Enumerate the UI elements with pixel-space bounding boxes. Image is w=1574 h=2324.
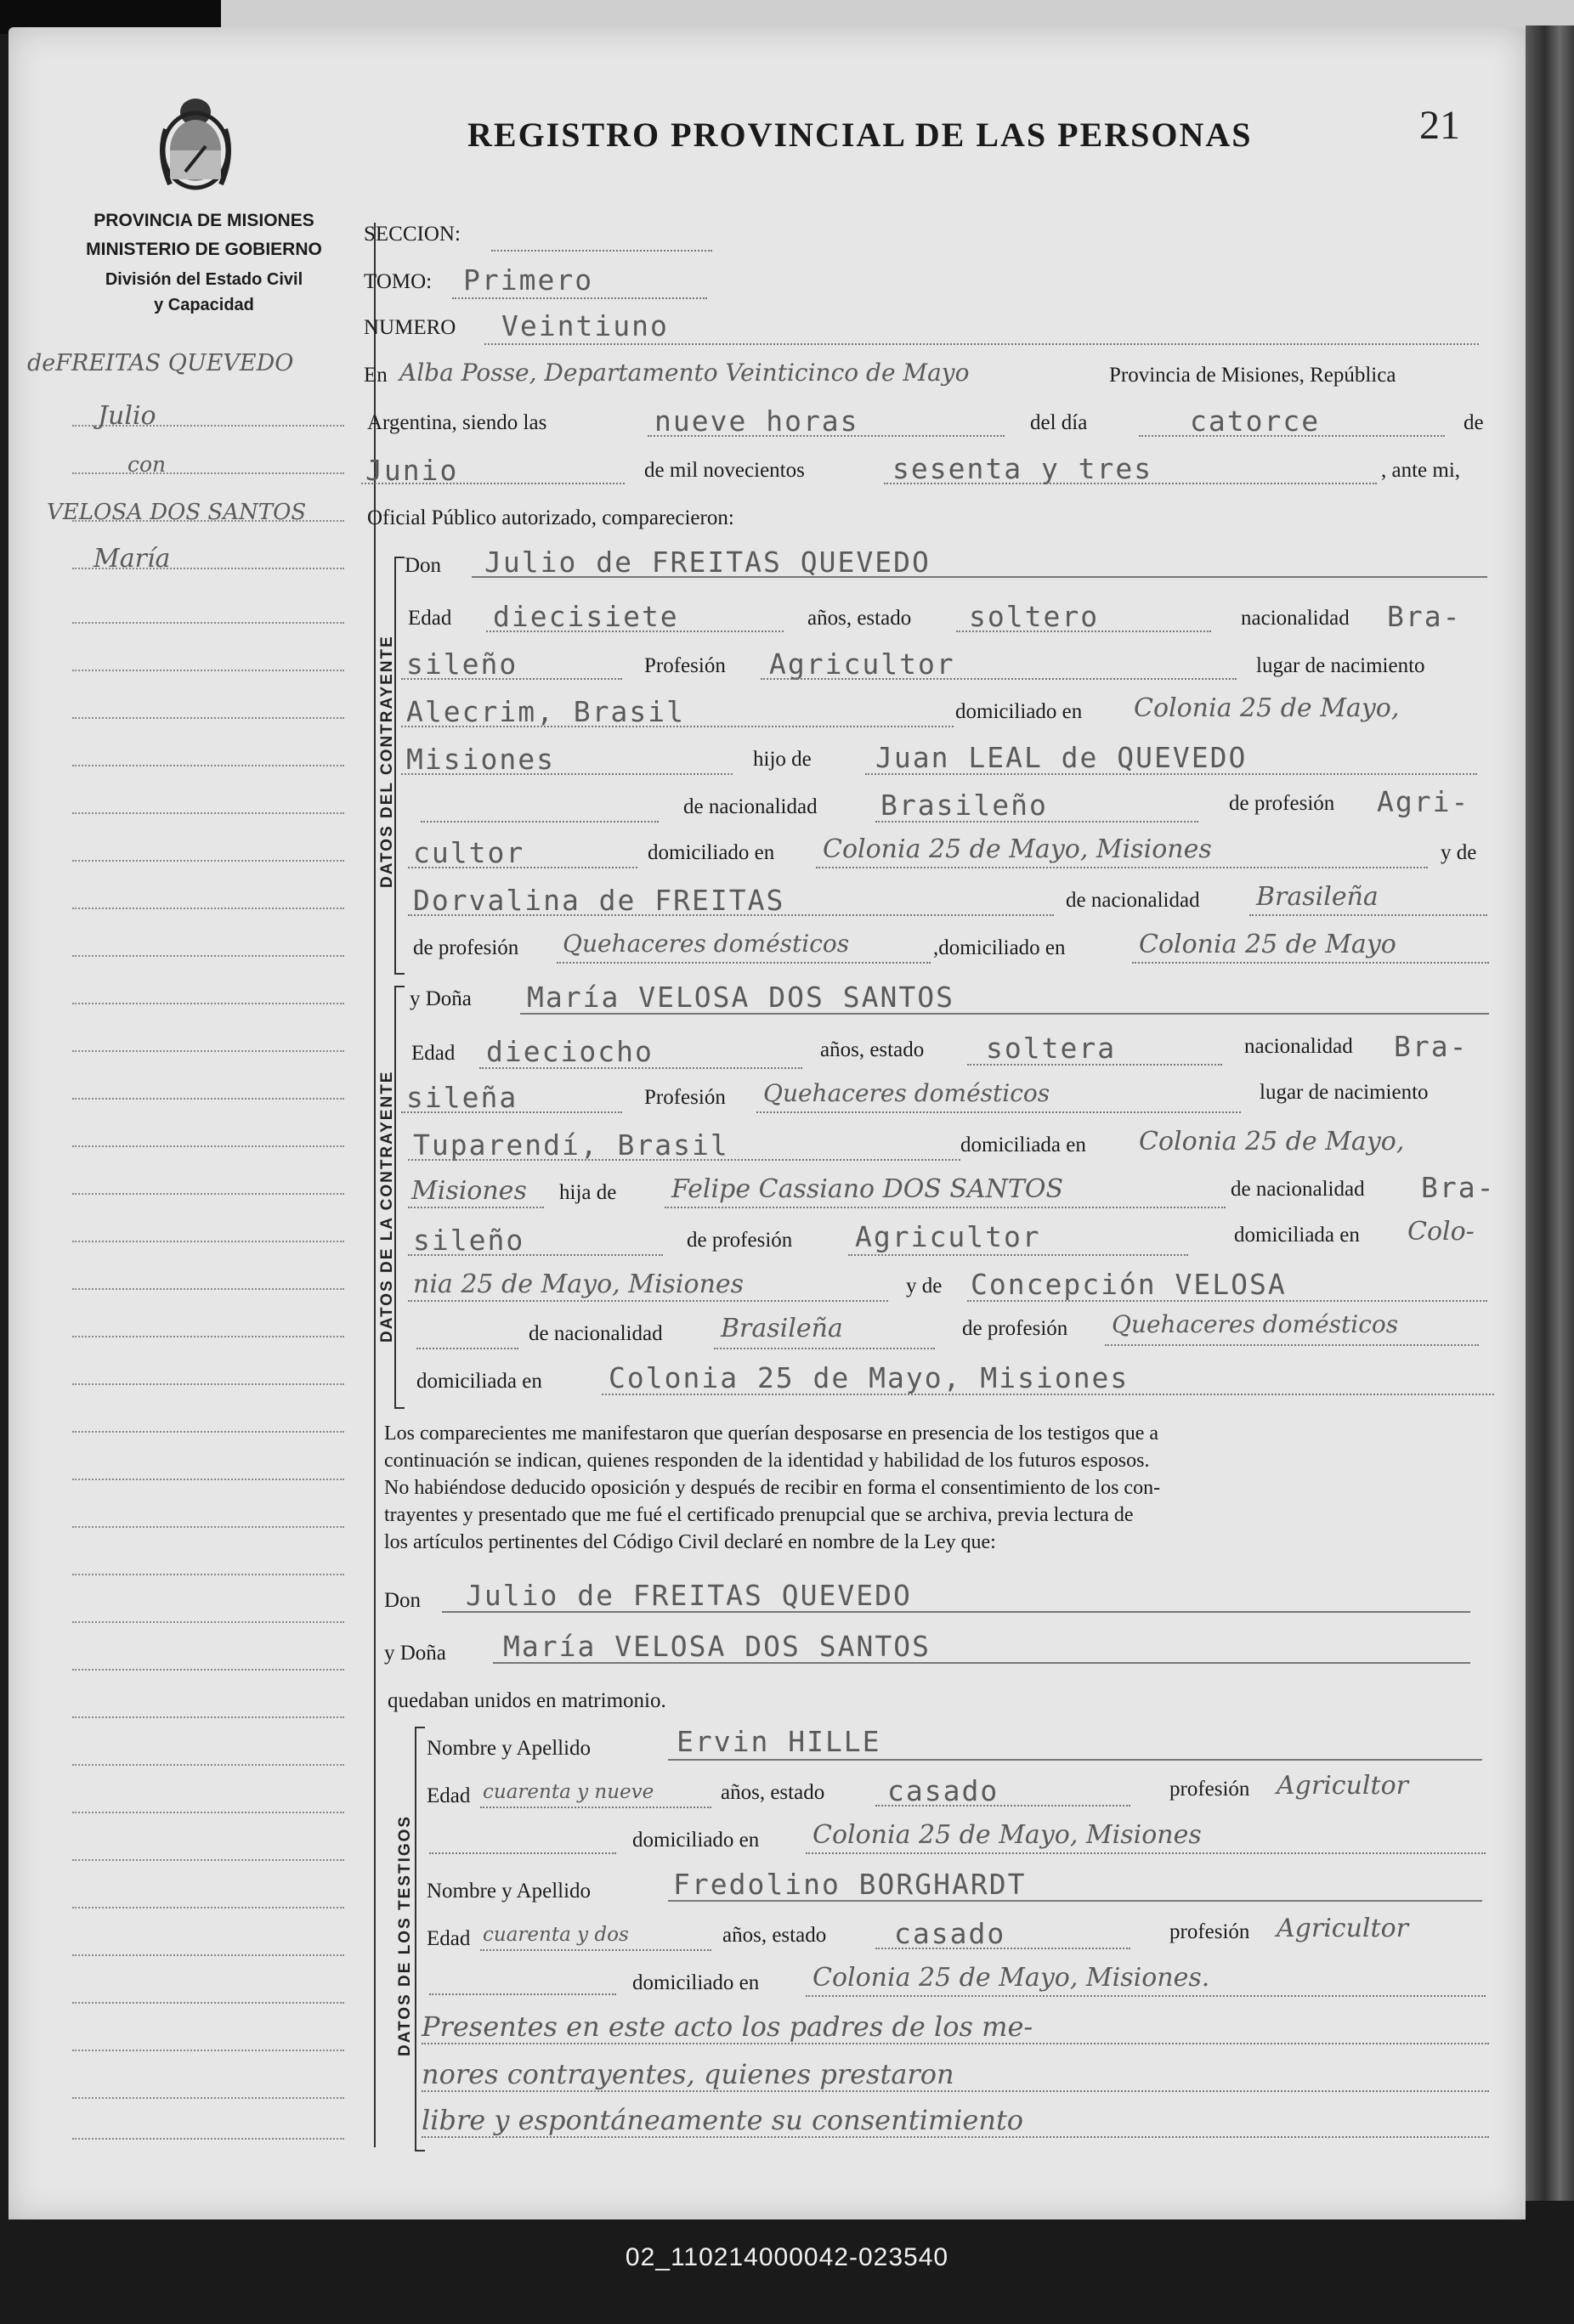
w2-anos-estado-label: años, estado [722, 1924, 827, 1947]
declaration-dona-label: y Doña [384, 1642, 446, 1665]
w1-domiciliado-label: domiciliado en [632, 1829, 760, 1852]
day-value: catorce [1190, 404, 1321, 438]
groom-mother-prof-line [557, 962, 931, 964]
witness1-name: Ervin HILLE [677, 1725, 881, 1758]
margin-ruled-line [72, 1621, 344, 1623]
note-rule [422, 2136, 1489, 2138]
margin-note-line: deFREITAS QUEVEDO [27, 350, 294, 376]
numero-value: Veintiuno [501, 309, 669, 342]
nacionalidad-label-f: nacionalidad [1244, 1035, 1353, 1058]
margin-ruled-line [72, 765, 344, 766]
margin-ruled-line [72, 1526, 344, 1528]
bride-domicile-b: Misiones [411, 1176, 527, 1206]
margin-ruled-line [72, 1954, 344, 1956]
margin-ruled-line [72, 1479, 344, 1480]
bride-father-dom-b: nia 25 de Mayo, Misiones [413, 1269, 745, 1299]
groom-birthplace: Alecrim, Brasil [406, 695, 686, 728]
month-value: Junio [365, 454, 459, 487]
de-nacionalidad-label-f: de nacionalidad [1231, 1178, 1365, 1201]
groom-mother-line [408, 914, 1054, 916]
hour-line [648, 435, 1005, 437]
dona-label: y Doña [410, 987, 472, 1010]
witness2-estado: casado [894, 1917, 1006, 1950]
agency-ministry: MINISTERIO DE GOBIERNO [86, 240, 322, 259]
margin-ruled-line [72, 1764, 344, 1766]
margin-note-line: María [93, 544, 171, 574]
year-value: sesenta y tres [892, 452, 1153, 485]
declaration-line: trayentes y presentado que me fué el certificado prenupcial que se archiva, previa lectura de [384, 1504, 1134, 1526]
lugar-label-f: lugar de nacimiento [1260, 1081, 1429, 1104]
groom-mother: Dorvalina de FREITAS [413, 884, 785, 917]
domiciliado-label: domiciliado en [955, 700, 1083, 723]
nombre-label-2: Nombre y Apellido [427, 1880, 592, 1903]
margin-ruled-line [72, 1907, 344, 1908]
intro-en: En [364, 364, 388, 387]
witness2-name: Fredolino BORGHARDT [673, 1868, 1027, 1901]
day-line [1139, 435, 1445, 437]
groom-father: Juan LEAL de QUEVEDO [875, 741, 1248, 774]
bride-father-nat-line [408, 1254, 663, 1256]
margin-ruled-line [72, 1716, 344, 1718]
bride-domicile-line [408, 1207, 544, 1208]
witness1-age: cuarenta y nueve [483, 1781, 654, 1803]
bride-mother-nat: Brasileña [721, 1314, 843, 1343]
margin-ruled-line [72, 1193, 344, 1195]
note-line: Presentes en este acto los padres de los me- [422, 2010, 1033, 2043]
groom-estado-line [956, 630, 1211, 632]
groom-domicile-line [401, 773, 733, 775]
intro-del-dia: del día [1030, 411, 1088, 434]
margin-note-line: con [127, 452, 167, 477]
bride-domicile-a: Colonia 25 de Mayo, [1139, 1127, 1405, 1156]
margin-ruled-line [72, 1050, 344, 1052]
intro-de-mil: de mil novecientos [644, 459, 805, 482]
bride-father-prof: Agricultor [855, 1220, 1041, 1253]
margin-ruled-line [72, 520, 344, 522]
margin-ruled-line [72, 1145, 344, 1147]
tomo-line [452, 297, 707, 299]
bride-father-dom-line [408, 1300, 888, 1302]
bride-father-nat-a: Bra- [1421, 1171, 1496, 1204]
seccion-label: SECCION: [364, 223, 461, 246]
bride-mother-nat-line [714, 1348, 935, 1349]
domiciliada-label-2: domiciliada en [1234, 1224, 1360, 1247]
de-nacionalidad-label: de nacionalidad [683, 795, 818, 818]
intro-oficial: Oficial Público autorizado, comparecieron: [367, 506, 734, 529]
witness2-prof-line [429, 1993, 616, 1995]
hour-value: nueve horas [654, 404, 859, 438]
groom-father-domicile-line [816, 867, 1428, 868]
de-nacionalidad-label-2: de nacionalidad [1066, 889, 1200, 912]
year-line [884, 483, 1377, 484]
y-de-label: y de [1441, 841, 1477, 864]
w2-edad-label: Edad [427, 1927, 471, 1950]
margin-ruled-line [72, 1288, 344, 1290]
groom-mother-domicile: Colonia 25 de Mayo [1139, 930, 1396, 959]
margin-ruled-line [72, 717, 344, 719]
groom-domicile-b: Misiones [406, 743, 555, 776]
margin-ruled-line [72, 1383, 344, 1385]
witness1-estado-line [875, 1805, 1130, 1807]
groom-nat-a: Bra- [1387, 600, 1462, 633]
de-profesion-label-2: de profesión [413, 936, 519, 959]
de-profesion-label-f: de profesión [687, 1229, 793, 1252]
note-rule [422, 2090, 1489, 2092]
groom-nat-line [401, 678, 622, 680]
groom-father-prof-line [408, 867, 637, 868]
groom-father-line [865, 773, 1477, 775]
domiciliada-label-3: domiciliada en [416, 1370, 542, 1393]
witness2-estado-line [875, 1948, 1130, 1949]
note-line: libre y espontáneamente su consentimiento [422, 2104, 1024, 2136]
groom-father-line2 [421, 821, 659, 823]
groom-profession-line [761, 678, 1237, 680]
domiciliado-label-2: domiciliado en [648, 841, 775, 864]
groom-father-prof-b: cultor [413, 836, 525, 869]
groom-birthplace-line [401, 726, 954, 727]
edad-label: Edad [408, 607, 452, 630]
agency-province: PROVINCIA DE MISIONES [93, 211, 314, 230]
page-number: 21 [1419, 103, 1460, 148]
witness1-profession: Agricultor [1277, 1771, 1408, 1801]
bride-estado: soltera [986, 1032, 1117, 1065]
section-label-contrayente: DATOS DEL CONTRAYENTE [378, 635, 396, 888]
page-title: REGISTRO PROVINCIAL DE LAS PERSONAS [467, 116, 1253, 154]
groom-father-nat-line [875, 821, 1198, 823]
bride-nat-line [401, 1111, 622, 1113]
margin-ruled-line [72, 2002, 344, 2004]
numero-label: NUMERO [364, 316, 456, 339]
groom-father-nat: Brasileño [880, 789, 1048, 822]
intro-de: de [1464, 411, 1484, 434]
bride-mother-domicile: Colonia 25 de Mayo, Misiones [609, 1361, 1130, 1394]
agency-capacity: y Capacidad [154, 296, 254, 314]
witness2-profession: Agricultor [1277, 1914, 1408, 1943]
y-de-label-f: y de [906, 1275, 943, 1298]
bride-name-line [520, 1013, 1489, 1015]
domiciliado-label-3: ,domiciliado en [933, 936, 1066, 959]
hija-de-label: hija de [559, 1181, 617, 1204]
nacionalidad-label: nacionalidad [1241, 607, 1350, 630]
witness2-domicile-line [806, 1995, 1486, 1997]
bride-father-nat-b: sileño [413, 1224, 525, 1257]
de-profesion-label-f2: de profesión [962, 1317, 1068, 1340]
groom-mother-domicile-line [1132, 962, 1489, 964]
margin-ruled-line [72, 568, 344, 569]
coat-of-arms-icon [153, 78, 238, 197]
intro-argentina: Argentina, siendo las [367, 411, 547, 434]
declaration-line: continuación se indican, quienes responden de la identidad y habilidad de los futuros esposos. [384, 1450, 1150, 1472]
agency-division: División del Estado Civil [105, 270, 303, 289]
de-nacionalidad-label-f2: de nacionalidad [529, 1322, 663, 1345]
margin-ruled-line [72, 2050, 344, 2051]
margin-ruled-line [72, 908, 344, 909]
note-rule [422, 2043, 1489, 2044]
note-line: nores contrayentes, quienes prestaron [422, 2058, 954, 2090]
margin-ruled-line [72, 1098, 344, 1100]
section-label-contrayente-f: DATOS DE LA CONTRAYENTE [378, 1070, 396, 1343]
numero-line [484, 343, 1479, 345]
section-label-testigos: DATOS DE LOS TESTIGOS [396, 1814, 414, 2056]
margin-ruled-line [72, 425, 344, 427]
margin-ruled-line [72, 812, 344, 814]
witness1-domicile-line [806, 1852, 1486, 1854]
nombre-label: Nombre y Apellido [427, 1737, 592, 1760]
witness2-domicile: Colonia 25 de Mayo, Misiones. [812, 1963, 1210, 1993]
margin-ruled-line [72, 860, 344, 862]
declaration-groom-line [442, 1611, 1470, 1613]
hijo-de-label: hijo de [753, 748, 812, 771]
witness1-prof-line [429, 1852, 616, 1854]
bride-father-prof-line [848, 1254, 1188, 1256]
margin-ruled-line [72, 1669, 344, 1671]
margin-note-line: Julio [98, 401, 156, 431]
groom-father-domicile: Colonia 25 de Mayo, Misiones [823, 834, 1212, 864]
margin-ruled-line [72, 2138, 344, 2140]
margin-ruled-line [72, 2097, 344, 2099]
bride-nat-a: Bra- [1394, 1030, 1469, 1063]
groom-age: diecisiete [493, 600, 679, 633]
declaration-bride-line [493, 1662, 1470, 1664]
groom-age-line [486, 630, 784, 632]
bride-age-line [479, 1067, 802, 1069]
groom-nat-b: sileño [406, 647, 518, 681]
bride-name: María VELOSA DOS SANTOS [527, 981, 954, 1014]
groom-domicile-a: Colonia 25 de Mayo, [1134, 693, 1400, 723]
tomo-value: Primero [463, 263, 594, 297]
edad-label-f: Edad [411, 1042, 456, 1065]
bride-mother-prof: Quehaceres domésticos [1112, 1310, 1399, 1338]
groom-profession: Agricultor [769, 647, 955, 681]
don-label: Don [405, 554, 442, 577]
w1-profesion-label: profesión [1169, 1778, 1250, 1801]
margin-ruled-line [72, 472, 344, 474]
w2-profesion-label: profesión [1169, 1920, 1250, 1943]
month-line [361, 483, 625, 484]
seccion-line [491, 250, 712, 252]
groom-name-line [472, 576, 1487, 578]
profesion-label: Profesión [644, 654, 726, 677]
declaration-line: Los comparecientes me manifestaron que querían desposarse en presencia de los testigos que a [384, 1422, 1159, 1445]
anos-estado-label-f: años, estado [820, 1038, 925, 1061]
witness1-estado: casado [887, 1774, 999, 1807]
witness2-name-line [668, 1900, 1482, 1902]
intro-ante-mi: , ante mi, [1381, 459, 1461, 482]
margin-note-line: VELOSA DOS SANTOS [47, 500, 307, 525]
groom-mother-nat: Brasileña [1256, 882, 1379, 912]
bride-nat-b: sileña [406, 1081, 518, 1114]
intro-provincia: Provincia de Misiones, República [1109, 364, 1396, 387]
margin-ruled-line [72, 1431, 344, 1433]
book-binding [1526, 25, 1574, 2201]
w1-edad-label: Edad [427, 1784, 471, 1807]
bride-mother-prof-line [1105, 1344, 1479, 1346]
declaration-bride: María VELOSA DOS SANTOS [503, 1630, 931, 1663]
profesion-label-f: Profesión [644, 1086, 726, 1109]
margin-ruled-line [72, 1003, 344, 1004]
margin-ruled-line [72, 1574, 344, 1575]
bride-profession-line [756, 1111, 1241, 1113]
quedaban-text: quedaban unidos en matrimonio. [388, 1689, 666, 1712]
groom-mother-prof: Quehaceres domésticos [563, 930, 850, 958]
declaration-groom: Julio de FREITAS QUEVEDO [466, 1579, 912, 1612]
bride-age: dieciocho [486, 1035, 654, 1068]
place-value: Alba Posse, Departamento Veinticinco de Mayo [399, 359, 970, 387]
bride-mother-line [967, 1300, 1487, 1302]
w1-anos-estado-label: años, estado [721, 1781, 825, 1804]
margin-ruled-line [72, 1812, 344, 1813]
declaration-don-label: Don [384, 1589, 422, 1612]
w2-domiciliado-label: domiciliado en [632, 1971, 760, 1994]
margin-ruled-line [72, 622, 344, 624]
anos-estado-label: años, estado [807, 607, 912, 630]
witness1-age-line [480, 1807, 711, 1808]
bride-estado-line [967, 1064, 1222, 1066]
domiciliada-label: domiciliada en [960, 1134, 1086, 1156]
bride-mother-domicile-line [602, 1394, 1494, 1395]
margin-ruled-line [72, 955, 344, 957]
witness1-name-line [668, 1759, 1482, 1761]
tomo-label: TOMO: [364, 270, 433, 293]
witness2-age: cuarenta y dos [483, 1924, 629, 1946]
declaration-line: No habiéndose deducido oposición y después de recibir en forma el consentimiento de los con- [384, 1477, 1161, 1499]
bride-father-line [665, 1207, 1226, 1208]
de-profesion-label: de profesión [1229, 792, 1335, 815]
bride-mother-line2 [416, 1348, 518, 1349]
groom-mother-nat-line [1249, 914, 1487, 916]
groom-name: Julio de FREITAS QUEVEDO [484, 546, 931, 579]
lugar-label: lugar de nacimiento [1256, 654, 1425, 677]
bride-birthplace: Tuparendí, Brasil [413, 1128, 729, 1162]
bride-father: Felipe Cassiano DOS SANTOS [671, 1174, 1064, 1204]
margin-ruled-line [72, 1241, 344, 1242]
bride-father-dom-a: Colo- [1407, 1217, 1475, 1247]
groom-estado: soltero [969, 600, 1100, 633]
witness2-age-line [480, 1949, 711, 1951]
groom-father-prof-a: Agri- [1377, 785, 1470, 818]
margin-ruled-line [72, 1336, 344, 1337]
declaration-line: los artículos pertinentes del Código Civil declaré en nombre de la Ley que: [384, 1531, 996, 1553]
bride-profession: Quehaceres domésticos [763, 1079, 1050, 1107]
bride-mother: Concepción VELOSA [971, 1268, 1287, 1301]
image-id-caption: 02_110214000042-023540 [625, 2243, 949, 2271]
margin-ruled-line [72, 670, 344, 671]
margin-ruled-line [72, 1859, 344, 1861]
bride-birthplace-line [408, 1159, 960, 1161]
witness1-domicile: Colonia 25 de Mayo, Misiones [812, 1820, 1202, 1850]
